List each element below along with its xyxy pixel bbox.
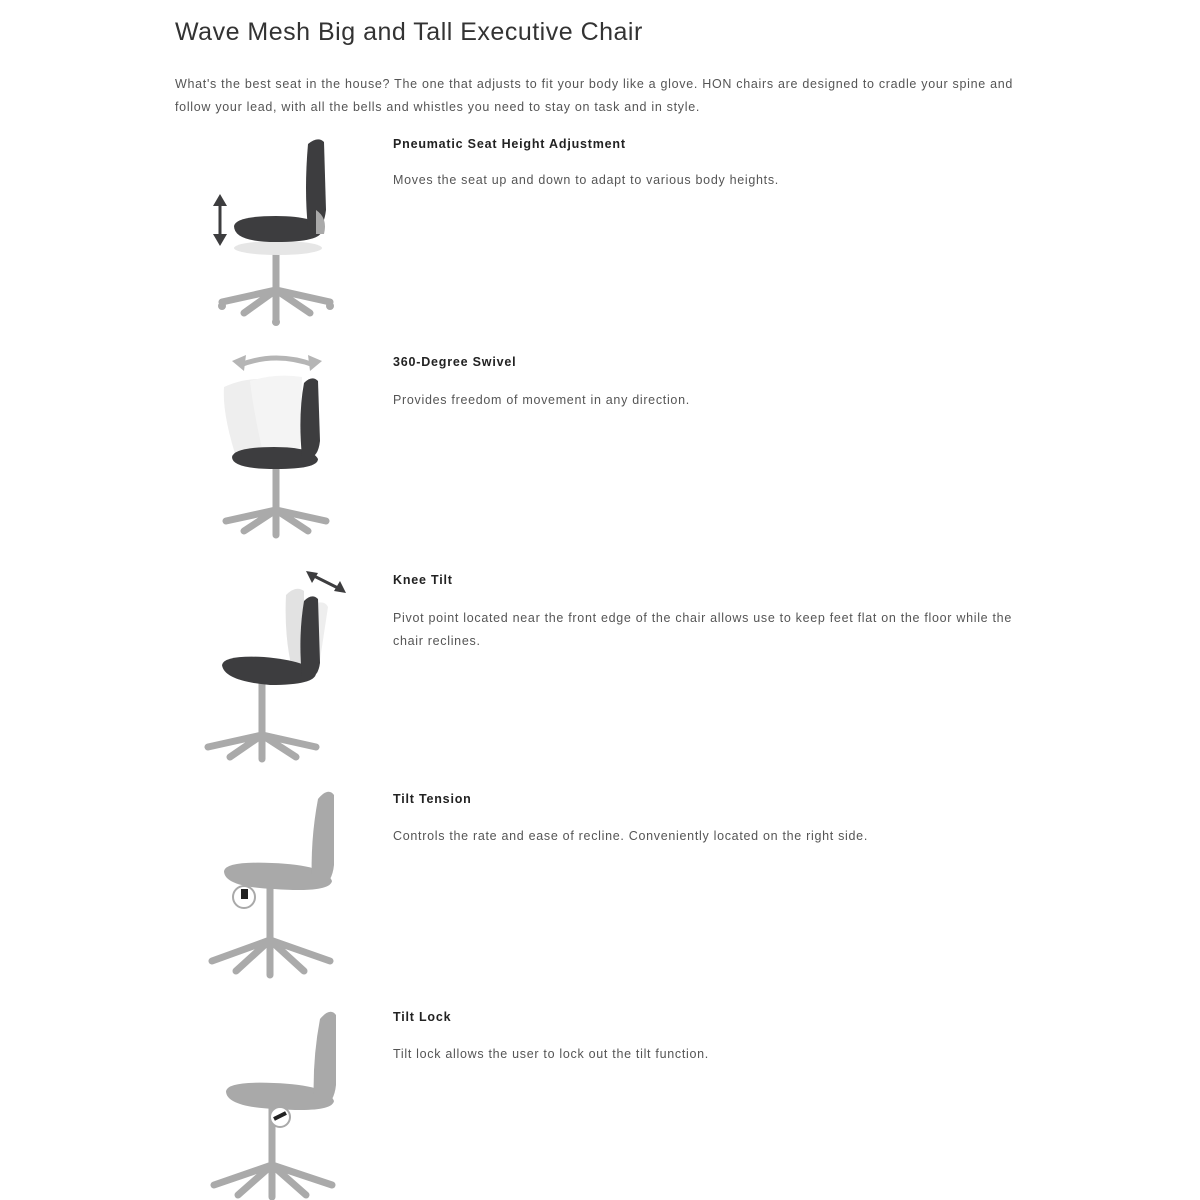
swivel-chair-icon [210, 345, 350, 545]
feature-heading-swivel: 360-Degree Swivel [393, 355, 517, 369]
feature-heading-knee-tilt: Knee Tilt [393, 573, 453, 587]
seat-height-chair-icon [200, 130, 350, 330]
feature-description-seat-height: Moves the seat up and down to adapt to various body heights. [393, 173, 779, 187]
feature-description-knee-tilt: Pivot point located near the front edge of the chair allows use to keep feet flat on the floor while the chair reclines. [393, 611, 1012, 648]
tilt-lock-chair-icon [200, 1005, 350, 1200]
feature-heading-seat-height: Pneumatic Seat Height Adjustment [393, 137, 626, 151]
intro-paragraph: What's the best seat in the house? The one that adjusts to fit your body like a glove. HON chairs are designed to cradle your spine and follow your lead, with all the bells and whistles you need to stay on task and in style. [175, 77, 1014, 114]
feature-description-swivel: Provides freedom of movement in any direction. [393, 393, 690, 407]
feature-heading-tilt-lock: Tilt Lock [393, 1010, 452, 1024]
feature-description-tilt-lock: Tilt lock allows the user to lock out the tilt function. [393, 1047, 709, 1061]
feature-heading-tilt-tension: Tilt Tension [393, 792, 472, 806]
knee-tilt-chair-icon [200, 565, 360, 765]
page-title: Wave Mesh Big and Tall Executive Chair [175, 18, 643, 46]
feature-description-tilt-tension: Controls the rate and ease of recline. Conveniently located on the right side. [393, 829, 868, 843]
tilt-tension-chair-icon [200, 785, 350, 985]
